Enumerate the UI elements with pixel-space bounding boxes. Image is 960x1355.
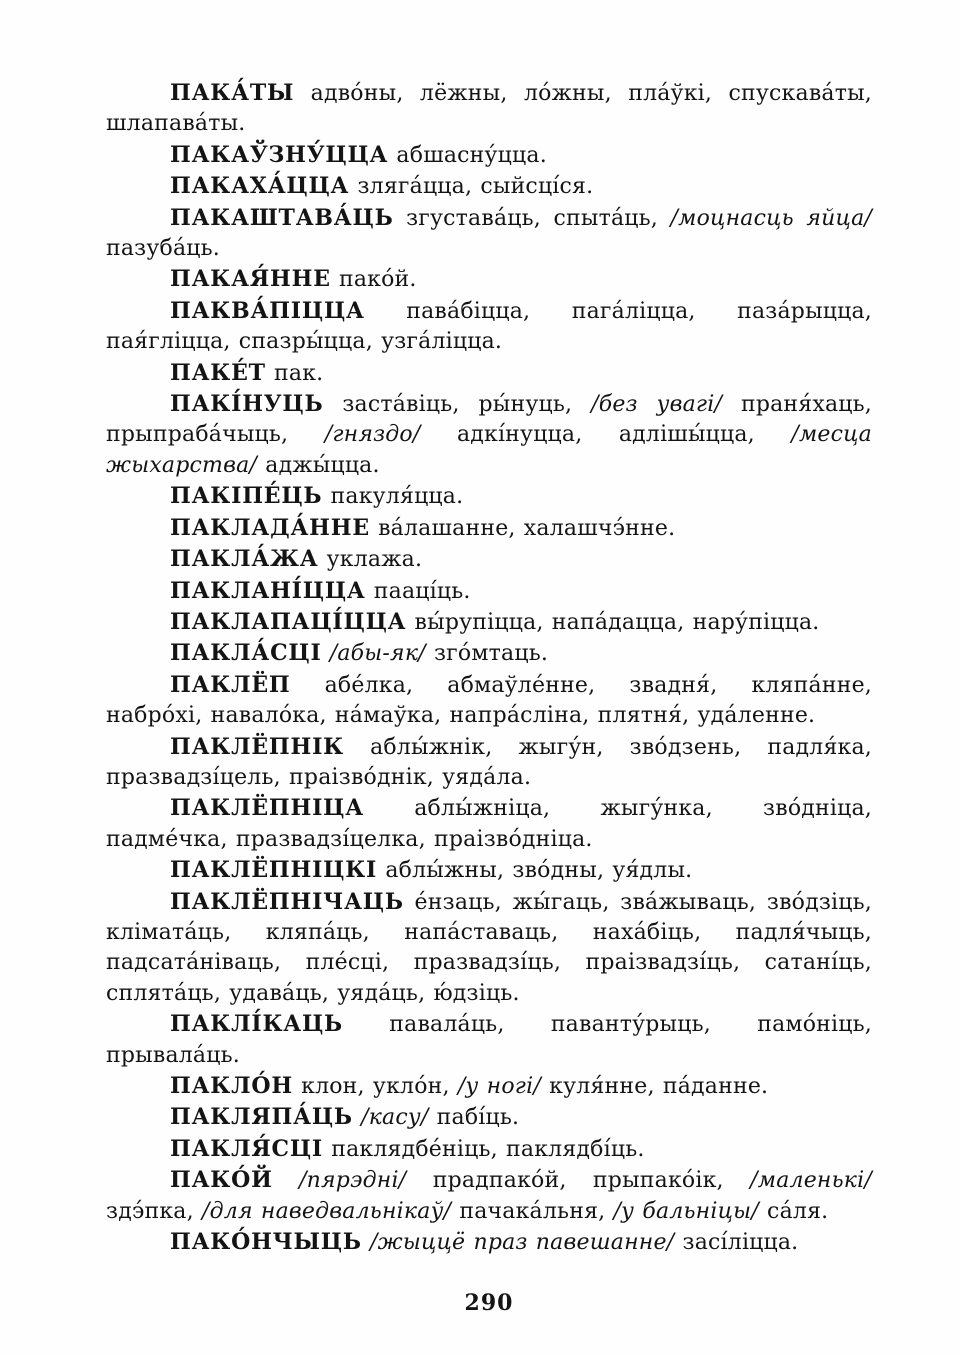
synonyms-text: зляга́цца, сыйсці́ся.	[349, 174, 594, 200]
dictionary-entry	[106, 670, 872, 732]
synonyms-text: са́ля.	[758, 1198, 829, 1224]
headword: ПАКВА́ПІЦЦА	[170, 297, 365, 324]
headword: ПАКЛО́Н	[170, 1073, 293, 1099]
usage-note: /пярэдні/	[299, 1168, 407, 1194]
synonyms-text: заста́віць, ры́нуць,	[323, 392, 592, 418]
dictionary-entry	[106, 203, 872, 265]
synonyms-text: згустава́ць, спыта́ць,	[393, 205, 671, 231]
synonyms-text: адкі́нуцца, адлішы́цца,	[420, 422, 792, 448]
dictionary-entry	[106, 855, 872, 886]
synonyms-text: пааці́ць.	[365, 578, 471, 604]
headword: ПАКАЎЗНУ́ЦЦА	[170, 141, 389, 168]
headword: ПАКЛІ́КАЦЬ	[170, 1011, 343, 1038]
headword: ПАКЛАДА́ННЕ	[170, 514, 370, 541]
usage-note: /месца жыхарства/	[106, 422, 872, 478]
synonyms-text	[322, 641, 330, 666]
synonyms-text: аблы́жніца, жыгу́нка, зво́дніца, падме́чка, празвадзі́целка, праізво́дніца.	[106, 796, 872, 852]
synonyms-text: куля́нне, па́данне.	[540, 1074, 769, 1099]
headword: ПАКО́НЧЫЦЬ	[170, 1229, 362, 1256]
usage-note: /абы-як/	[329, 641, 426, 667]
synonyms-text: пачака́льня,	[451, 1198, 614, 1224]
dictionary-entry	[106, 607, 872, 638]
synonyms-text: павала́ць, паванту́рыць, памо́ніць, прывала́ць.	[106, 1012, 872, 1068]
usage-note: /у бальніцы/	[613, 1198, 759, 1224]
synonyms-text: зго́мтаць.	[425, 641, 549, 667]
headword: ПАКЛЁПНІЦА	[170, 795, 364, 822]
synonyms-text: засі́ліцца.	[674, 1230, 799, 1256]
usage-note: /маленькі/	[750, 1168, 872, 1194]
headword: ПАКЛЁПНІК	[170, 733, 344, 760]
synonyms-text: абшасну́цца.	[388, 142, 547, 168]
headword: ПАКЛА́СЦІ	[170, 640, 322, 667]
synonyms-text	[353, 1105, 361, 1130]
synonyms-text: е́нзаць, жы́гаць, зва́жываць, зво́дзіць, клімата́ць, кляпа́ць, напа́ставаць, наха́біць, падля́чыць, падсата́ніваць, пле́сці, празвадзі́ць, праізвадзі́ць, сатані́ць, сплята́ць, удава́ць, уяда́ць, ю́дзіць.	[106, 889, 872, 1006]
dictionary-entry	[106, 296, 872, 358]
synonyms-text: пак.	[265, 360, 324, 386]
dictionary-entry	[106, 1134, 872, 1165]
synonyms-text: аджы́цца.	[257, 452, 380, 478]
dictionary-entries	[106, 78, 872, 1258]
synonyms-text: пава́біцца, пага́ліцца, паза́рыцца, пая́гліцца, спазры́цца, узга́ліцца.	[106, 298, 872, 355]
synonyms-text: аблы́жнік, жыгу́н, зво́дзень, падля́ка, празвадзі́цель, праізво́днік, уяда́ла.	[106, 734, 872, 790]
headword: ПАКА́ТЫ	[170, 80, 295, 106]
synonyms-text: паклядбе́ніць, паклядбі́ць.	[323, 1136, 645, 1162]
synonyms-text: пако́й.	[330, 267, 417, 293]
headword: ПАКАХА́ЦЦА	[170, 173, 350, 200]
dictionary-entry	[106, 78, 872, 140]
page-number: 290	[464, 1290, 514, 1317]
dictionary-entry	[106, 140, 872, 171]
dictionary-entry	[106, 887, 872, 1010]
dictionary-entry	[106, 264, 872, 295]
dictionary-entry	[106, 1165, 872, 1227]
synonyms-text: ва́лашанне, халашчэ́нне.	[369, 515, 676, 541]
usage-note: /жыццё праз павешанне/	[370, 1230, 675, 1256]
dictionary-entry	[106, 544, 872, 575]
headword: ПАКІПЕ́ЦЬ	[170, 483, 323, 510]
headword: ПАКО́Й	[170, 1167, 273, 1194]
headword: ПАКАЯ́ННЕ	[170, 266, 331, 293]
synonyms-text: клон, укло́н,	[292, 1074, 458, 1099]
usage-note: /моцнасць яйца/	[670, 205, 872, 231]
dictionary-entry	[106, 1071, 872, 1102]
usage-note: /гняздо/	[324, 422, 421, 448]
synonyms-text: праня́хаць, прыпраба́чыць,	[106, 392, 873, 448]
headword: ПАКЛЁП	[170, 671, 291, 698]
headword: ПАКАШТАВА́ЦЬ	[170, 204, 394, 231]
headword: ПАКЛАПАЦІ́ЦЦА	[170, 608, 407, 635]
headword: ПАКЕ́Т	[170, 359, 266, 386]
dictionary-entry	[106, 1009, 872, 1071]
synonyms-text: вы́рупіцца, напа́дацца, нару́піцца.	[406, 609, 820, 635]
dictionary-entry	[106, 171, 872, 202]
headword: ПАКЛАНІ́ЦЦА	[170, 577, 366, 604]
synonyms-text: абе́лка, абмаўле́нне, звадня́, кляпа́нне, набро́хі, навало́ка, на́маўка, напра́сліна, плятня́, уда́ленне.	[106, 672, 872, 729]
synonyms-text	[362, 1230, 370, 1255]
synonyms-text: адво́ны, лёжны, ло́жны, пла́ўкі, спускава́ты, шлапава́ты.	[106, 81, 872, 137]
synonyms-text: пабі́ць.	[428, 1105, 520, 1131]
dictionary-entry	[106, 1227, 872, 1258]
synonyms-text: пазуба́ць.	[106, 236, 221, 262]
synonyms-text: аблы́жны, зво́дны, уя́длы.	[377, 858, 693, 884]
dictionary-entry	[106, 389, 872, 481]
headword: ПАКЛЯПА́ЦЬ	[170, 1104, 353, 1131]
usage-note: /для наведвальнікаў/	[201, 1198, 452, 1224]
headword: ПАКЛЁПНІЧАЦЬ	[170, 888, 404, 915]
dictionary-entry	[106, 481, 872, 512]
dictionary-entry	[106, 513, 872, 544]
synonyms-text: здэ́пка,	[106, 1198, 202, 1224]
dictionary-entry	[106, 358, 872, 389]
headword: ПАКЛЁПНІЦКІ	[170, 857, 378, 884]
headword: ПАКЛА́ЖА	[170, 546, 319, 573]
dictionary-entry	[106, 732, 872, 794]
synonyms-text: прадпако́й, прыпако́ік,	[406, 1168, 751, 1194]
usage-note: /касу/	[361, 1105, 429, 1131]
dictionary-entry	[106, 576, 872, 607]
synonyms-text: пакуля́цца.	[322, 484, 464, 510]
dictionary-entry	[106, 793, 872, 855]
synonyms-text: уклажа.	[318, 547, 423, 573]
usage-note: /без увагі/	[591, 392, 723, 418]
headword: ПАКЛЯ́СЦІ	[170, 1135, 324, 1162]
dictionary-entry	[106, 638, 872, 669]
headword: ПАКІ́НУЦЬ	[170, 391, 324, 418]
usage-note: /у ногі/	[457, 1074, 541, 1099]
dictionary-entry	[106, 1102, 872, 1133]
synonyms-text	[273, 1168, 299, 1193]
